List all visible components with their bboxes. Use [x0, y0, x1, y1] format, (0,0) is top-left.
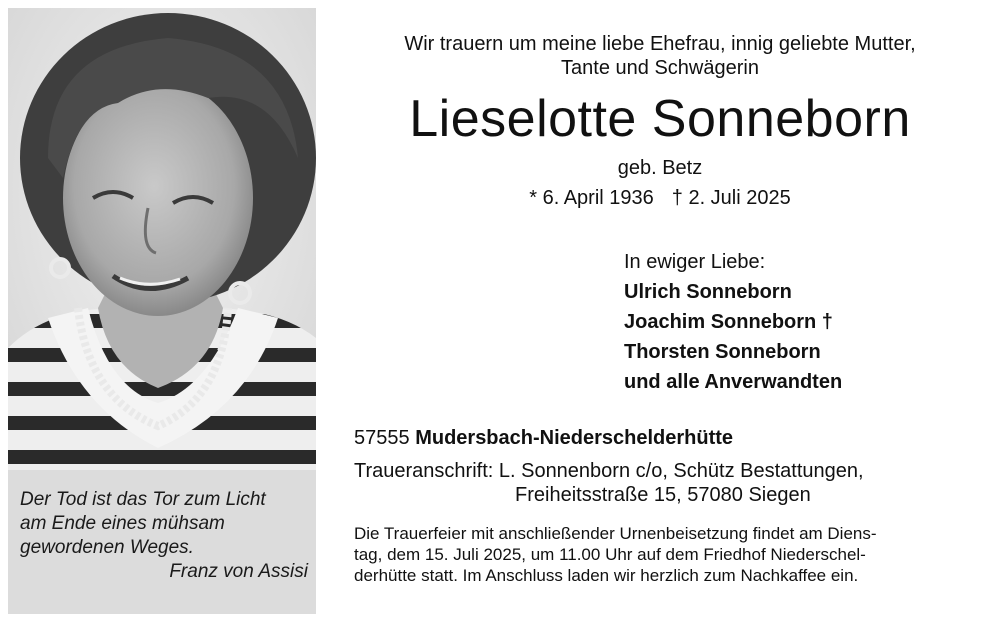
- intro-line: Wir trauern um meine liebe Ehefrau, innig geliebte Mutter,: [404, 33, 916, 55]
- notice-line: Die Trauerfeier mit anschließender Urnenbeisetzung findet am Diens-: [354, 524, 877, 543]
- mourner-name: Ulrich Sonneborn: [624, 281, 792, 303]
- birth-date: * 6. April 1936: [529, 187, 654, 209]
- quote-line: Der Tod ist das Tor zum Licht: [20, 489, 266, 510]
- intro-line: Tante und Schwägerin: [561, 57, 759, 79]
- address-line: Freiheitsstraße 15, 57080 Siegen: [515, 484, 811, 506]
- address-line: Traueranschrift: L. Sonnenborn c/o, Schütz Bestattungen,: [354, 460, 864, 482]
- portrait-photo: [8, 8, 316, 470]
- funeral-notice: [354, 523, 924, 586]
- quote-line: gewordenen Weges.: [20, 537, 194, 558]
- mourner-name: und alle Anverwandten: [624, 371, 843, 393]
- left-column: [8, 8, 316, 614]
- postcode: 57555: [354, 427, 410, 449]
- notice-line: derhütte statt. Im Anschluss laden wir herzlich zum Nachkaffee ein.: [354, 566, 859, 585]
- mourner-name: Joachim Sonneborn †: [624, 311, 833, 333]
- quote-line: am Ende eines mühsam: [20, 513, 225, 534]
- notice-line: tag, dem 15. Juli 2025, um 11.00 Uhr auf dem Friedhof Niederschel-: [354, 545, 866, 564]
- quote-block: [20, 488, 308, 584]
- mourners-heading: In ewiger Liebe:: [624, 251, 766, 273]
- mourner-name: Thorsten Sonneborn: [624, 341, 821, 363]
- birth-name: geb. Betz: [617, 157, 703, 179]
- mourners-block: [624, 247, 842, 397]
- life-dates: [330, 187, 990, 210]
- town: Mudersbach-Niederschelderhütte: [415, 427, 734, 449]
- quote-author: Franz von Assisi: [169, 561, 308, 582]
- deceased-name: Lieselotte Sonneborn: [409, 90, 911, 148]
- place-line: [354, 427, 733, 450]
- death-date: † 2. Juli 2025: [671, 187, 791, 209]
